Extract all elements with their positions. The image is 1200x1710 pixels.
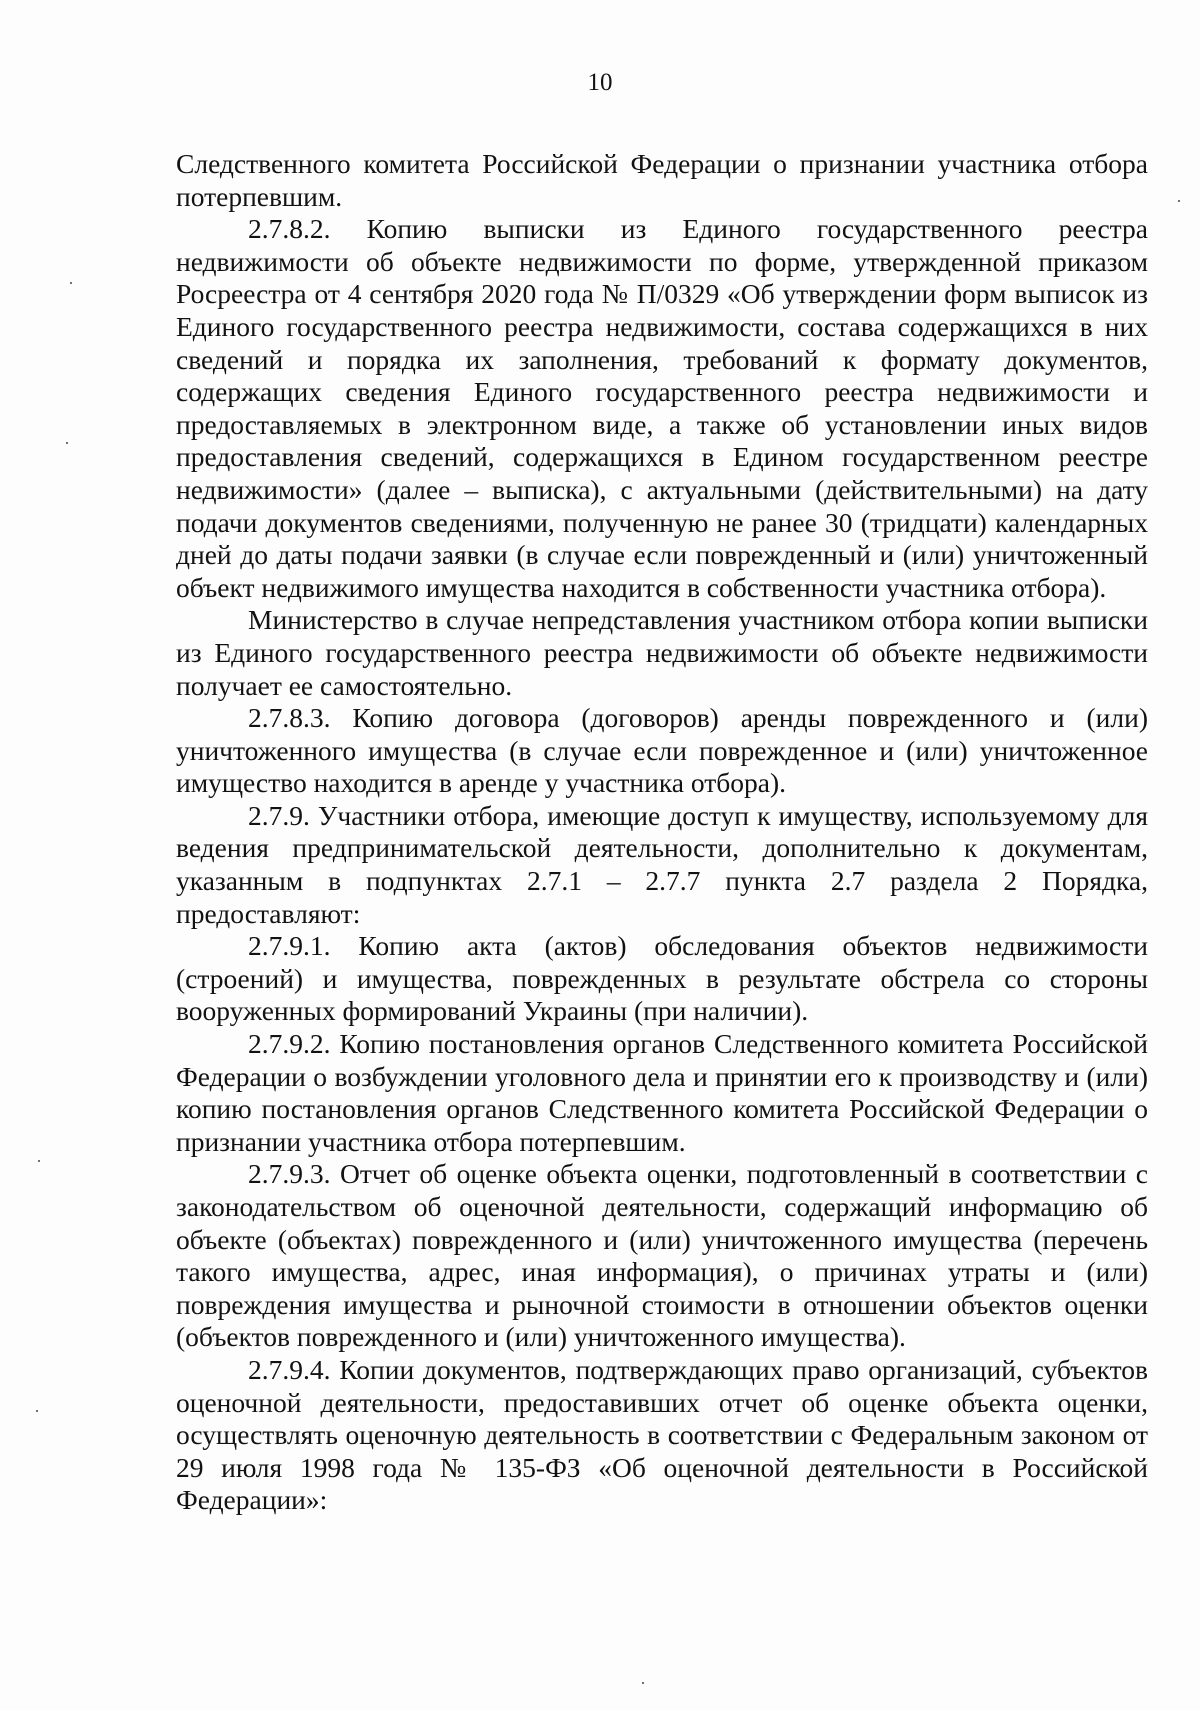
page-number: 10 (587, 69, 613, 96)
paragraph-2-7-9-1: 2.7.9.1. Копию акта (актов) обследования объектов недвижимости (строений) и имущества, поврежденных в результате обстрела со стороны вооруженных формирований Украины (при наличии). (176, 930, 1148, 1027)
scan-speck (38, 1160, 40, 1162)
scan-speck (642, 1682, 644, 1684)
paragraph-2-7-9: 2.7.9. Участники отбора, имеющие доступ к имуществу, используемому для ведения предпринимательской деятельности, дополнительно к документам, указанным в подпунктах 2.7.1 – 2.7.7 пункта 2.7 раздела 2 Порядка, предоставляют: (176, 799, 1148, 929)
document-body (176, 148, 1148, 1517)
scan-speck (1178, 200, 1180, 202)
scan-speck (36, 1410, 38, 1412)
scan-speck (70, 282, 72, 284)
scan-speck (66, 442, 68, 444)
paragraph-2-7-9-2: 2.7.9.2. Копию постановления органов Следственного комитета Российской Федерации о возбуждении уголовного дела и принятии его к производству и (или) копию постановления органов Следственного комитета Российской Федерации о признании участника отбора потерпевшим. (176, 1028, 1148, 1157)
paragraph-continuation: Следственного комитета Российской Федерации о признании участника отбора потерпевшим. (176, 148, 1148, 212)
paragraph-2-7-8-3: 2.7.8.3. Копию договора (договоров) аренды поврежденного и (или) уничтоженного имущества (в случае если поврежденное и (или) уничтоженное имущество находится в аренде у участника отбора). (176, 702, 1148, 799)
paragraph-ministry-note: Министерство в случае непредставления участником отбора копии выписки из Единого государственного реестра недвижимости об объекте недвижимости получает ее самостоятельно. (176, 604, 1148, 701)
paragraph-2-7-9-4: 2.7.9.4. Копии документов, подтверждающих право организаций, субъектов оценочной деятельности, предоставивших отчет об оценке объекта оценки, осуществлять оценочную деятельность в соответствии с Федеральным законом от 29 июля 1998 года № 135-ФЗ «Об оценочной деятельности в Российской Федерации»: (176, 1353, 1148, 1516)
paragraph-2-7-9-3: 2.7.9.3. Отчет об оценке объекта оценки, подготовленный в соответствии с законодательством об оценочной деятельности, содержащий информацию об объекте (объектах) поврежденного и (или) уничтоженного имущества (перечень такого имущества, адрес, иная информация), о причинах утраты и (или) повреждения имущества и рыночной стоимости в отношении объектов оценки (объектов поврежденного и (или) уничтоженного имущества). (176, 1158, 1148, 1353)
paragraph-2-7-8-2: 2.7.8.2. Копию выписки из Единого государственного реестра недвижимости об объекте недвижимости по форме, утвержденной приказом Росреестра от 4 сентября 2020 года № П/0329 «Об утверждении форм выписок из Единого государственного реестра недвижимости, состава содержащихся в них сведений и порядка их заполнения, требований к формату документов, содержащих сведения Единого государственного реестра недвижимости и предоставляемых в электронном виде, а также об установлении иных видов предоставления сведений, содержащихся в Едином государственном реестре недвижимости» (далее – выписка), с актуальными (действительными) на дату подачи документов сведениями, полученную не ранее 30 (тридцати) календарных дней до даты подачи заявки (в случае если поврежденный и (или) уничтоженный объект недвижимого имущества находится в собственности участника отбора). (176, 213, 1148, 603)
